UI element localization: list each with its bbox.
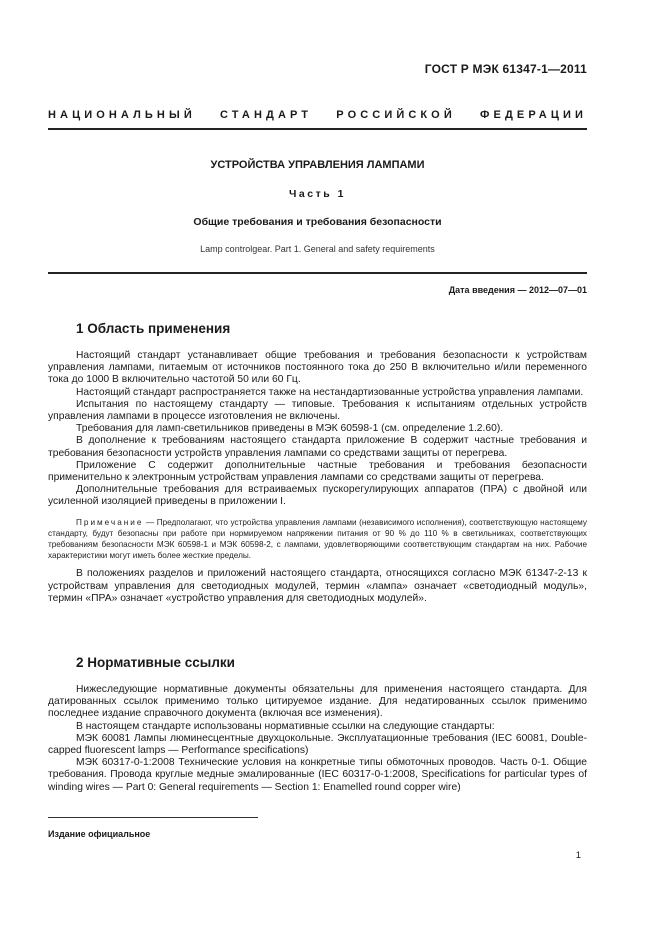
- section-2-heading: 2 Нормативные ссылки: [76, 655, 235, 670]
- paragraph: Настоящий стандарт устанавливает общие требования и требования безопасности к устройствам управления лампами, питаемым от источников постоянного тока до 250 В включительно и/или переменного тока до 1000 В включительно частотой 50 или 60 Гц.: [48, 350, 587, 386]
- paragraph: Настоящий стандарт распространяется также на нестандартизованные устройства управления лампами.: [76, 386, 584, 398]
- paragraph: МЭК 60081 Лампы люминесцентные двухцокольные. Эксплуатационные требования (IEC 60081, Double-capped fluorescent lamps — Performance specifications): [48, 732, 587, 757]
- document-subtitle: Общие требования и требования безопасности: [193, 216, 442, 228]
- paragraph: МЭК 60317-0-1:2008 Технические условия на конкретные типы обмоточных проводов. Часть 0-1. Общие требования. Провода круглые медные эмалированные (IEC 60317-0-1:2008, Specifications for particular types of winding wires — Part 0: General requirements — Section 1: Enamelled round copper wire): [48, 757, 587, 793]
- section-1-body: [48, 350, 587, 605]
- document-title: УСТРОЙСТВА УПРАВЛЕНИЯ ЛАМПАМИ: [210, 159, 425, 171]
- edition-label: Издание официальное: [48, 829, 151, 839]
- note: [48, 517, 587, 562]
- title-divider: [48, 272, 587, 274]
- document-code: ГОСТ Р МЭК 61347-1—2011: [424, 62, 587, 76]
- document-part: Часть 1: [289, 188, 346, 200]
- paragraph: Требования для ламп-светильников приведены в МЭК 60598-1 (см. определение 1.2.60).: [76, 423, 504, 435]
- paragraph: Дополнительные требования для встраиваемых пускорегулирующих аппаратов (ПРА) с двойной или усиленной изоляцией приведены в приложении I.: [48, 484, 587, 508]
- section-2-body: [48, 684, 587, 794]
- note-text: — Предполагают, что устройства управления лампами (независимого исполнения), соответствующую настоящему стандарту, будут безопасны при работе при нормируемом напряжении питания от 90 % до 110 % в светильниках, соответствующих требованиям безопасности МЭК 60598-1 и МЭК 60598-2, с лампами, удовлетворяющими соответствующим стандартам на них. Рабочие характеристики могут иметь более жесткие пределы.: [48, 517, 587, 561]
- introduction-date: Дата введения — 2012—07—01: [448, 285, 587, 295]
- english-title: Lamp controlgear. Part 1. General and safety requirements: [200, 244, 435, 254]
- paragraph: Испытания по настоящему стандарту — типовые. Требования к испытаниям отдельных устройств управления лампами в процессе изготовления не включены.: [48, 398, 587, 423]
- footer-divider: [48, 817, 258, 818]
- paragraph: В положениях разделов и приложений настоящего стандарта, относящихся согласно МЭК 61347-2-13 к устройствам управления для светодиодных модулей, термин «лампа» означает «светодиодный модуль», термин «ПРА» означает «устройство управления для светодиодных модулей».: [48, 568, 587, 604]
- note-label: Примечание: [76, 517, 144, 527]
- paragraph: Приложение С содержит дополнительные частные требования и требования безопасности применительно к электронным устройствам управления лампами со средствами защиты от перегрева.: [48, 459, 587, 484]
- paragraph: В дополнение к требованиям настоящего стандарта приложение В содержит частные требования и требования безопасности устройств управления лампами со средствами защиты от перегрева.: [48, 435, 587, 459]
- paragraph: Нижеследующие нормативные документы обязательны для применения настоящего стандарта. Для датированных ссылок применимо только цитируемое издание. Для недатированных ссылок применимо последнее издание справочного документа (включая все изменения).: [48, 684, 587, 720]
- national-standard-banner: НАЦИОНАЛЬНЫЙ СТАНДАРТ РОССИЙСКОЙ ФЕДЕРАЦИИ: [48, 109, 587, 121]
- section-1-heading: 1 Область применения: [76, 321, 231, 336]
- page-number: 1: [575, 850, 581, 861]
- paragraph: В настоящем стандарте использованы нормативные ссылки на следующие стандарты:: [76, 720, 495, 732]
- top-divider: [48, 128, 587, 130]
